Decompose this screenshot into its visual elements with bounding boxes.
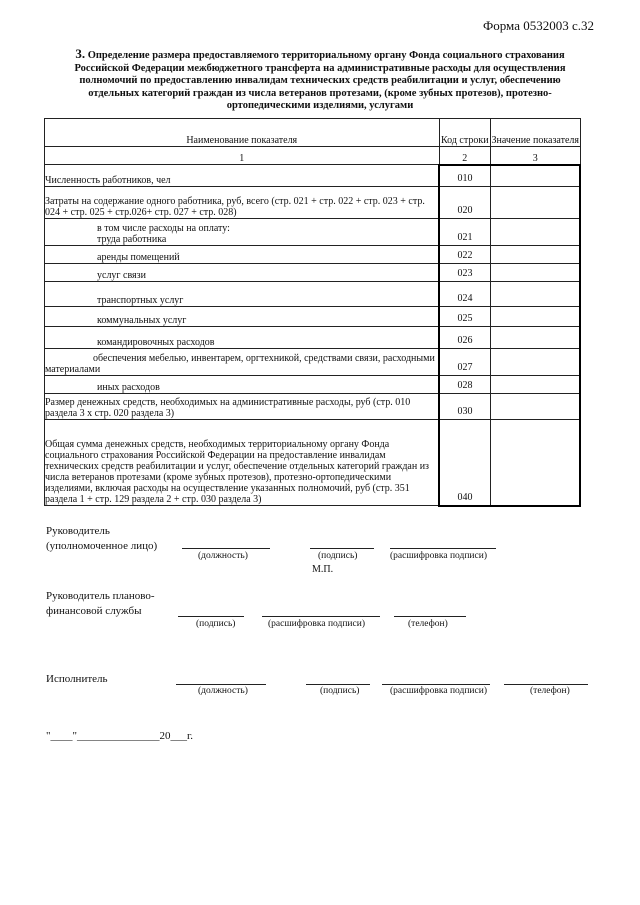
table-row <box>45 165 581 187</box>
row-name: Численность работников, чел <box>45 165 440 187</box>
col-number-1: 1 <box>45 147 440 165</box>
row-code: 020 <box>439 187 491 219</box>
form-number: Форма 0532003 с.32 <box>482 18 594 33</box>
finance-decoding-caption: (расшифровка подписи) <box>268 619 365 629</box>
section-title <box>64 48 576 113</box>
head-signature-line[interactable] <box>310 548 374 549</box>
table-row <box>45 219 581 246</box>
finance-phone-caption: (телефон) <box>408 619 448 629</box>
finance-signature-line[interactable] <box>178 616 244 617</box>
row-name: Затраты на содержание одного работника, руб, всего (стр. 021 + стр. 022 + стр. 023 + стр. 024 + стр. 025 + стр.026+ стр. 027 + стр. 028) <box>45 187 440 219</box>
row-value-cell[interactable] <box>491 349 581 376</box>
row-value-cell[interactable] <box>491 165 581 187</box>
row-name: иных расходов <box>45 376 440 394</box>
row-code: 027 <box>439 349 491 376</box>
row-value-cell[interactable] <box>491 246 581 264</box>
row-code: 010 <box>439 165 491 187</box>
col-number-2: 2 <box>439 147 491 165</box>
section-number: 3. <box>75 46 86 61</box>
col-number-3: 3 <box>491 147 581 165</box>
executor-phone-caption: (телефон) <box>530 686 570 696</box>
row-code: 023 <box>439 264 491 282</box>
head-decoding-caption: (расшифровка подписи) <box>390 551 487 561</box>
head-position-line[interactable] <box>182 548 270 549</box>
head-label: Руководитель (уполномоченное лицо) <box>46 525 158 552</box>
head-position-caption: (должность) <box>198 551 248 561</box>
row-value-cell[interactable] <box>491 264 581 282</box>
executor-decoding-caption: (расшифровка подписи) <box>390 686 487 696</box>
table-row <box>45 327 581 349</box>
row-value-cell[interactable] <box>491 327 581 349</box>
table-header-row <box>45 119 581 147</box>
head-signature-caption: (подпись) <box>318 551 358 561</box>
row-value-cell[interactable] <box>491 376 581 394</box>
row-code: 022 <box>439 246 491 264</box>
section-title-text: Определение размера предоставляемого территориальному органу Фонда социального страхования Российской Федерации межбюджетного трансферта на административные расходы для осуществления полномочий по предоставлению инвалидам технических средств реабилитации и услуг, обеспечению отдельных категорий граждан из числа ветеранов протезами, (кроме зубных протезов), протезно-ортопедическими изделиями, услугами <box>74 50 566 111</box>
table-row <box>45 187 581 219</box>
executor-position-caption: (должность) <box>198 686 248 696</box>
head-decoding-line[interactable] <box>390 548 496 549</box>
indicator-table <box>44 118 581 507</box>
finance-signature-caption: (подпись) <box>196 619 236 629</box>
row-name: коммунальных услуг <box>45 307 440 327</box>
header-name: Наименование показателя <box>45 119 440 147</box>
table-row <box>45 246 581 264</box>
finance-decoding-line[interactable] <box>262 616 380 617</box>
row-code: 028 <box>439 376 491 394</box>
row-code: 021 <box>439 219 491 246</box>
row-name: Общая сумма денежных средств, необходимых территориальному органу Фонда социального страхования Российской Федерации на предоставление инвалидам технических средств реабилитации и услуг, обеспечение отдельных категорий граждан из числа ветеранов протезами (кроме зубных протезов), протезно-ортопедическими изделиями, включая расходы на осуществление указанных полномочий, руб (стр. 351 раздела 1 + стр. 129 раздела 2 + стр. 030 раздела 3) <box>45 420 440 506</box>
row-name: транспортных услуг <box>45 282 440 307</box>
header-code: Код строки <box>439 119 491 147</box>
executor-position-line[interactable] <box>176 684 266 685</box>
row-name: аренды помещений <box>45 246 440 264</box>
table-row <box>45 420 581 506</box>
row-name: в том числе расходы на оплату: труда работника <box>45 219 440 246</box>
row-name: услуг связи <box>45 264 440 282</box>
row-code: 030 <box>439 394 491 420</box>
table-row <box>45 376 581 394</box>
table-row <box>45 264 581 282</box>
executor-signature-line[interactable] <box>306 684 370 685</box>
row-value-cell[interactable] <box>491 394 581 420</box>
row-code: 025 <box>439 307 491 327</box>
table-row <box>45 282 581 307</box>
finance-label: Руководитель планово-финансовой службы <box>46 590 155 617</box>
row-code: 024 <box>439 282 491 307</box>
executor-phone-line[interactable] <box>504 684 588 685</box>
table-row <box>45 394 581 420</box>
row-code: 026 <box>439 327 491 349</box>
row-name: Размер денежных средств, необходимых на административные расходы, руб (стр. 010 раздела 3 х стр. 020 раздела 3) <box>45 394 440 420</box>
row-value-cell[interactable] <box>491 219 581 246</box>
stamp-place: М.П. <box>312 564 334 575</box>
row-value-cell[interactable] <box>491 420 581 506</box>
date-line[interactable]: "____"_______________20___г. <box>46 730 194 742</box>
finance-phone-line[interactable] <box>394 616 466 617</box>
row-name: обеспечения мебелью, инвентарем, оргтехникой, средствами связи, расходными материалами <box>45 349 440 376</box>
executor-label: Исполнитель <box>46 673 108 685</box>
table-row <box>45 349 581 376</box>
header-value: Значение показателя <box>491 119 581 147</box>
column-number-row <box>45 147 581 165</box>
row-value-cell[interactable] <box>491 282 581 307</box>
executor-signature-caption: (подпись) <box>320 686 360 696</box>
row-code: 040 <box>439 420 491 506</box>
table-row <box>45 307 581 327</box>
executor-decoding-line[interactable] <box>382 684 490 685</box>
row-name: командировочных расходов <box>45 327 440 349</box>
row-value-cell[interactable] <box>491 307 581 327</box>
row-value-cell[interactable] <box>491 187 581 219</box>
